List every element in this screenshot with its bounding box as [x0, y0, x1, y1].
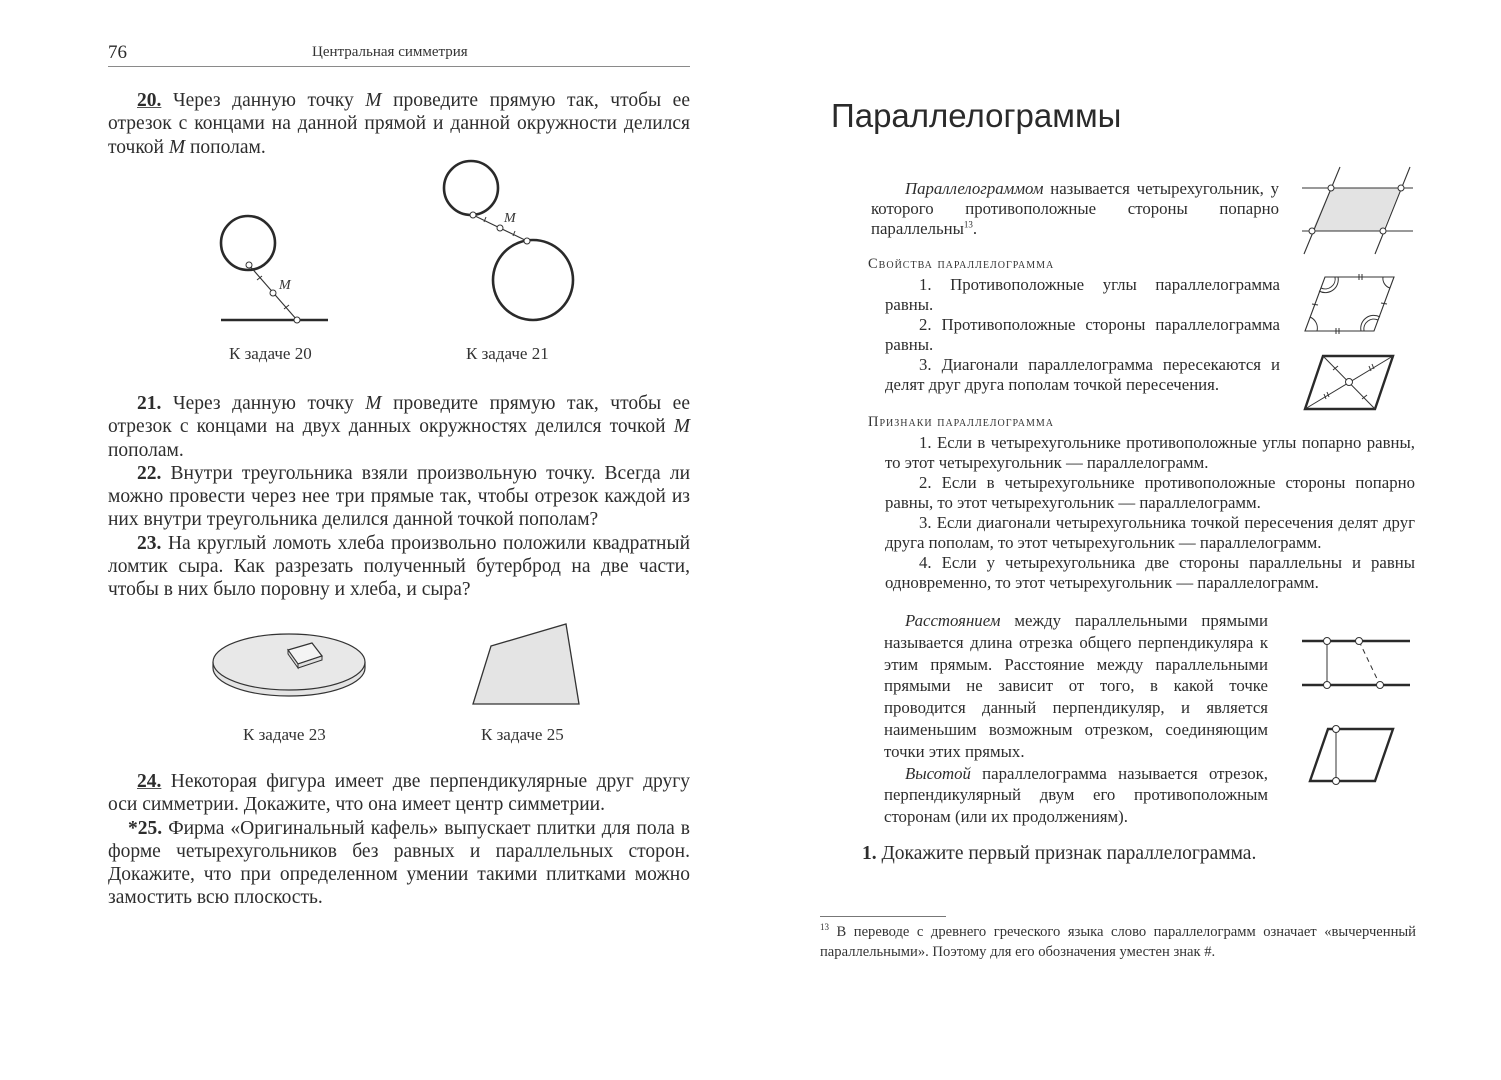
problems-24-25 [108, 770, 690, 910]
problem-24: 24. Некоторая фигура имеет две перпендикулярные друг другу оси симметрии. Докажите, что она имеет центр симметрии. [108, 771, 690, 816]
property-item: 1. Противоположные углы параллелограмма равны. [885, 275, 1280, 314]
footnote-13: $^{13}$ В переводе с древнего греческого языка слово параллелограмм означает «вычерченный параллельными». Поэтому для его обозначения уместен знак #. [820, 922, 1416, 960]
svg-text:M: M [279, 278, 291, 293]
figure-problem-23 [210, 620, 370, 700]
figure-problem-21 [440, 160, 585, 340]
height-definition: Высотой параллелограмма называется отрезок, перпендикулярный двум его противоположным сторонам (или их продолжениям). [884, 763, 1268, 827]
running-title: Центральная симметрия [312, 44, 468, 60]
figure-properties-diagonals [1305, 354, 1395, 412]
problem-20: 20. Через данную точку M проведите прямую так, чтобы ее отрезок с концами на данной прямой и данной окружности делился точкой M пополам. [108, 90, 690, 158]
problem-25: *25. Фирма «Оригинальный кафель» выпускает плитки для пола в форме четырехугольников без равных и параллельных сторон. Докажите, что при определенном умении такими плитками можно замостить всю плоскость. [108, 817, 690, 909]
problem-number: 20. [137, 90, 162, 111]
right-page [750, 0, 1501, 1080]
running-head [108, 38, 690, 67]
figure-caption-25: К задаче 25 [481, 725, 564, 744]
defined-term: Параллелограммом [905, 179, 1044, 198]
criteria-heading: Признаки параллелограмма [868, 414, 1055, 430]
figure-parallelogram-height [1310, 725, 1400, 785]
svg-text:M: M [504, 211, 516, 226]
problem-23: 23. На круглый ломоть хлеба произвольно положили квадратный ломтик сыра. Как разрезать полученный бутерброд на две части, чтобы в них было поровну и хлеба, и сыра? [108, 532, 690, 601]
problems-21-23 [108, 392, 690, 602]
distance-height-paragraphs [884, 610, 1268, 828]
exercise-1: 1. Докажите первый признак параллелограмма. [862, 843, 1257, 864]
property-item: 2. Противоположные стороны параллелограмма равны. [885, 315, 1280, 354]
figure-caption-21: К задаче 21 [466, 344, 549, 363]
properties-heading: Свойства параллелограмма [868, 256, 1055, 272]
property-item: 3. Диагонали параллелограмма пересекаются и делят друг друга пополам точкой пересечения. [885, 355, 1280, 394]
figure-caption-20: К задаче 20 [229, 344, 312, 363]
criterion-item: 1. Если в четырехугольнике противоположные углы попарно равны, то этот четырехугольник — параллелограмм. [885, 433, 1415, 472]
figure-distance-parallel-lines [1300, 635, 1412, 690]
figure-problem-25 [470, 620, 590, 705]
figure-caption-23: К задаче 23 [243, 725, 326, 744]
footnote-mark: 13 [820, 922, 829, 933]
page-number: 76 [108, 42, 127, 63]
problem-22: 22. Внутри треугольника взяли произвольную точку. Всегда ли можно провести через нее три прямые так, чтобы отрезок каждой из них внутри треугольника делился данной точкой пополам? [108, 462, 691, 531]
problem-21: 21. Через данную точку M проведите прямую так, чтобы ее отрезок с концами на двух данных окружностях делился точкой M пополам. [108, 393, 690, 461]
definition-paragraph: Параллелограммом называется четырехугольник, у которого противоположные стороны попарно параллельны$^{13}$. [871, 179, 1279, 238]
figure-properties-angles-sides [1305, 275, 1395, 335]
criteria-list [885, 433, 1415, 593]
figure-parallelogram-definition [1300, 160, 1415, 250]
left-page [0, 0, 750, 1080]
criterion-item: 3. Если диагонали четырехугольника точкой пересечения делят друг друга пополам, то этот четырехугольник — параллелограмм. [885, 513, 1415, 552]
criterion-item: 4. Если у четырехугольника две стороны параллельны и равны одновременно, то этот четырехугольник — параллелограмм. [885, 553, 1415, 592]
distance-definition: Расстоянием между параллельными прямыми называется длина отрезка общего перпендикуляра к этим прямым. Расстояние между параллельными прямыми не зависит от того, в какой точке проводится данный перпендикуляр, и является наименьшим возможным отрезком, соединяющим точки этих прямых. [884, 611, 1268, 761]
chapter-title: Параллелограммы [831, 97, 1122, 134]
footnote-ref: 13 [963, 219, 973, 230]
properties-list [885, 275, 1280, 395]
footnote-separator [820, 916, 946, 917]
figure-problem-20 [215, 205, 335, 330]
criterion-item: 2. Если в четырехугольнике противоположные стороны попарно равны, то этот четырехугольник — параллелограмм. [885, 473, 1415, 512]
